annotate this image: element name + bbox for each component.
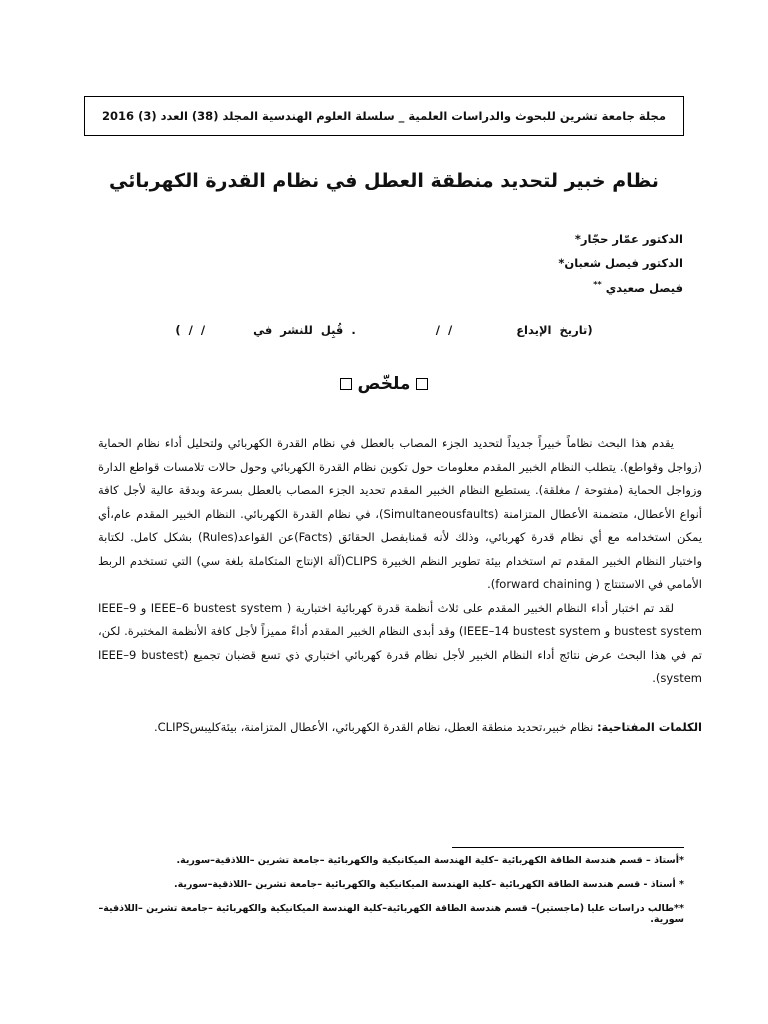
- author-3-mark: **: [593, 280, 602, 289]
- footnote-divider: [452, 847, 684, 848]
- abstract-heading: [0, 374, 768, 394]
- author-1-mark: *: [574, 232, 581, 246]
- author-1: [575, 232, 683, 246]
- author-2-name: الدكتور فيصل شعبان: [564, 256, 683, 270]
- submitted-label: (تاريخ الإيداع: [516, 323, 593, 337]
- dates-line: [0, 323, 768, 337]
- footnote-1: *أستاذ – قسم هندسة الطاقة الكهربائية –كلية الهندسة الميكانيكية والكهربائية –جامعة تشرين –اللاذقية–سورية.: [176, 855, 684, 866]
- box-bullet-icon: [416, 378, 428, 390]
- footnote-2: * أستاذ - قسم هندسة الطاقة الكهربائية –كلية الهندسة الميكانيكية والكهربائية –جامعة تشرين –اللاذقية–سورية.: [173, 879, 684, 890]
- author-2: [558, 256, 683, 270]
- accepted-label: . قُبِل للنشر في: [253, 323, 356, 337]
- author-3: [593, 280, 683, 295]
- journal-header: [84, 96, 684, 136]
- footnote-3: **طالب دراسات عليا (ماجستير)– قسم هندسة الطاقة الكهربائية–كلية الهندسة الميكانيكية والكهربائية –جامعة تشرين –اللاذقية–سورية.: [98, 903, 684, 925]
- keywords: [98, 720, 702, 734]
- accepted-value: / / ): [175, 323, 206, 337]
- author-1-name: الدكتور عمّار حجّار: [580, 232, 683, 246]
- keywords-label: الكلمات المفتاحية:: [596, 720, 702, 734]
- keywords-text: نظام خبير،تحديد منطقة العطل، نظام القدرة الكهربائي، الأعطال المتزامنة، بيئةكليبسCLIPS.: [154, 720, 594, 734]
- paper-title: نظام خبير لتحديد منطقة العطل في نظام القدرة الكهربائي: [109, 170, 659, 192]
- author-2-mark: *: [558, 256, 565, 270]
- abstract-paragraph-2: لقد تم اختبار أداء النظام الخبير المقدم على ثلاث أنظمة قدرة كهربائية اختبارية ( IEEE–6 bustest system و IEEE–9 bustest system و IEEE–14 bustest system) وقد أبدى النظام الخبير المقدم أداءً مميزاً لأجل كافة الأنظمة المختبرة. لكن، تم في هذا البحث عرض نتائج أداء النظام الخبير لأجل نظام قدرة كهربائي اختباري ذي تسع قضبان تجميع (IEEE–9 bustest system).: [98, 600, 703, 685]
- journal-line: مجلة جامعة تشرين للبحوث والدراسات العلمية _ سلسلة العلوم الهندسية المجلد (38) العدد (3) 2016: [102, 109, 666, 123]
- abstract-paragraph-1: يقدم هذا البحث نظاماً خبيراً جديداً لتحديد الجزء المصاب بالعطل في نظام القدرة الكهربائي ولتحليل أداء نظام الحماية (زواجل وقواطع). يتطلب النظام الخبير المقدم معلومات حول تكوين نظام القدرة الكهربائي وحول حالات تلامسات قواطع الدارة وزواجل الحماية (مفتوحة / مغلقة). يستطيع النظام الخبير المقدم تحديد الجزء المصاب بالعطل بسرعة وبدقة عالية لأجل كافة أنواع الأعطال، متضمنة الأعطال المتزامنة (Simultaneousfaults)، في نظام القدرة الكهربائي. النظام الخبير المقدم عام،أي يمكن استخدامه مع أي نظام قدرة كهربائي، وذلك لأنه قمنابفصل الحقائق (Facts)عن القواعد(Rules) بشكل كامل. لكتابة واختبار النظام الخبير المقدم تم استخدام بيئة تطوير النظم الخبيرة CLIPS(آلة الإنتاج المتكاملة بلغة سي) التي تستخدم الربط الأمامي في الاستنتاج ( forward chaining).: [98, 436, 703, 591]
- box-bullet-icon: [340, 378, 352, 390]
- submitted-value: / /: [435, 323, 453, 337]
- author-3-name: فيصل صعيدي: [605, 280, 683, 295]
- abstract-body: [98, 432, 702, 691]
- abstract-heading-text: ملخّص: [357, 374, 411, 394]
